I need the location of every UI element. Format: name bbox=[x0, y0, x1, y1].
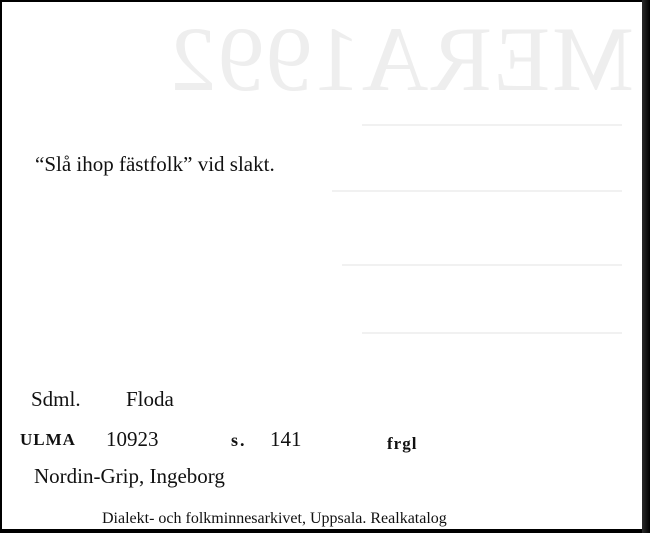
place-label: Floda bbox=[126, 387, 174, 411]
ulma-label: ULMA bbox=[20, 430, 76, 449]
card-quote: “Slå ihop fästfolk” vid slakt. bbox=[35, 152, 275, 176]
show-through-line bbox=[362, 124, 622, 126]
show-through-line bbox=[332, 190, 622, 192]
page-number: 141 bbox=[270, 427, 302, 451]
page-label: s. bbox=[231, 430, 247, 450]
ulma-number: 10923 bbox=[106, 427, 159, 451]
region-label: Sdml. bbox=[31, 387, 81, 411]
show-through-line bbox=[362, 332, 622, 334]
archive-footer: Dialekt- och folkminnesarkivet, Uppsala. Realkatalog bbox=[102, 510, 447, 527]
show-through-bleed: MERA1992 bbox=[168, 8, 634, 110]
catalog-card bbox=[2, 2, 642, 529]
author-name: Nordin-Grip, Ingeborg bbox=[34, 464, 225, 488]
scan-edge bbox=[642, 0, 650, 533]
show-through-line bbox=[342, 264, 622, 266]
category-code: frgl bbox=[387, 434, 418, 453]
